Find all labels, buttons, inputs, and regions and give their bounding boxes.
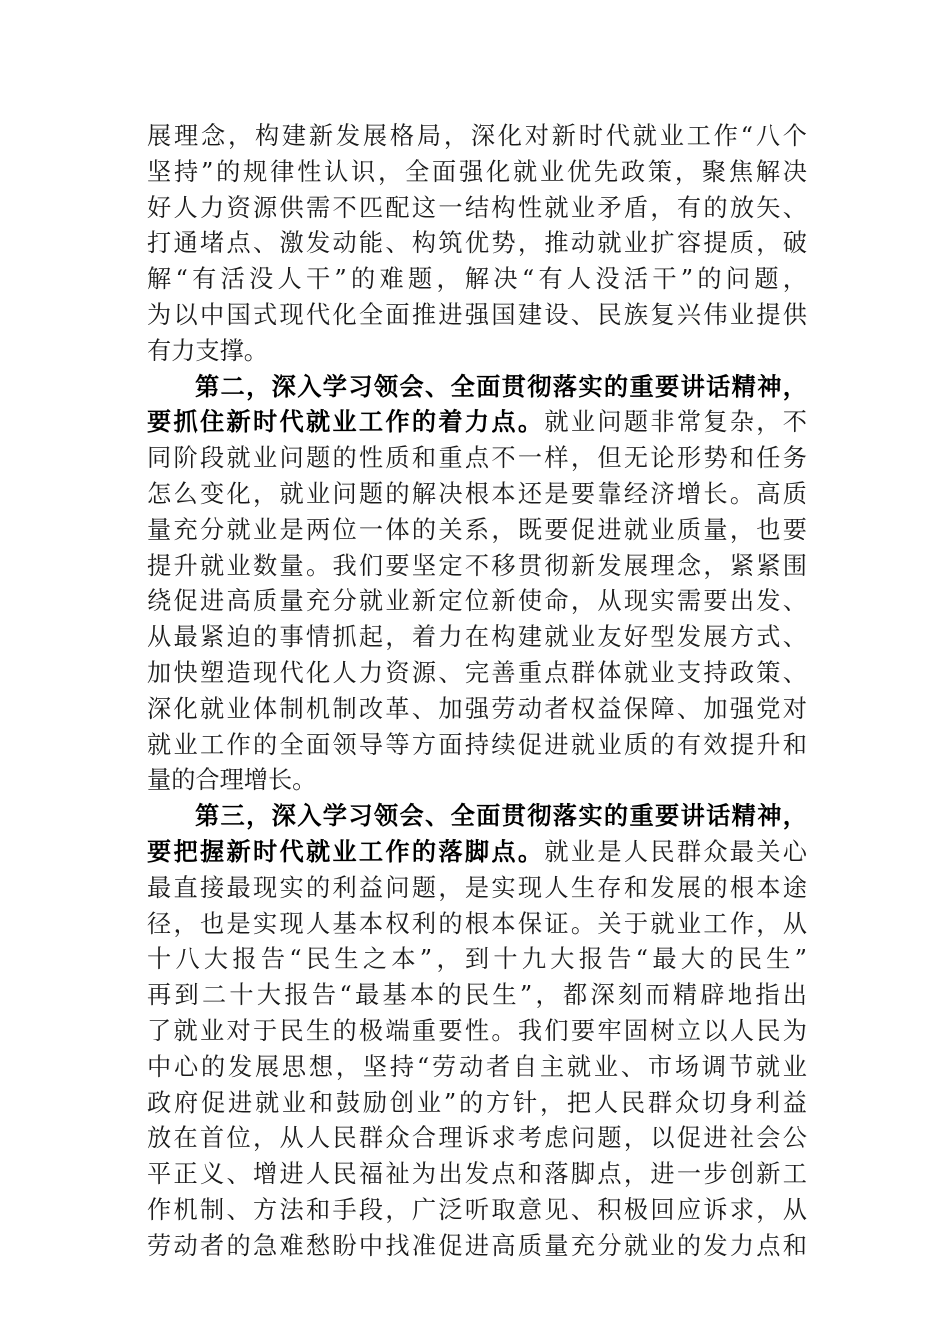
- text-line: 深化就业体制机制改革、加强劳动者权益保障、加强党对: [147, 694, 807, 723]
- document-body: [147, 119, 807, 1265]
- section-heading-2: [147, 370, 807, 406]
- text-line: 加快塑造现代化人力资源、完善重点群体就业支持政策、: [147, 658, 807, 687]
- text-line: 就业工作的全面领导等方面持续促进就业质的有效提升和: [147, 730, 807, 759]
- text-line: 了就业对于民生的极端重要性。我们要牢固树立以人民为: [147, 1016, 807, 1045]
- section-heading-3: [147, 799, 807, 835]
- text-line: 最直接最现实的利益问题，是实现人生存和发展的根本途: [147, 873, 807, 902]
- text-line: 劳动者的急难愁盼中找准促进高质量充分就业的发力点和: [147, 1231, 807, 1260]
- text-line: 量充分就业是两位一体的关系，既要促进就业质量，也要: [147, 515, 807, 544]
- text-line: 解“有活没人干”的难题，解决“有人没活干”的问题，: [147, 265, 807, 294]
- text-line: 径，也是实现人基本权利的根本保证。关于就业工作，从: [147, 909, 807, 938]
- bold-heading: 第二，深入学习领会、全面贯彻落实的重要讲话精神，: [195, 372, 807, 401]
- text-line: 再到二十大报告“最基本的民生”，都深刻而精辟地指出: [147, 981, 807, 1010]
- text-line: 量的合理增长。: [147, 766, 317, 795]
- bold-heading: 第三，深入学习领会、全面贯彻落实的重要讲话精神，: [195, 802, 807, 831]
- text-line: 提升就业数量。我们要坚定不移贯彻新发展理念，紧紧围: [147, 551, 807, 580]
- text-line: 要把握新时代就业工作的落脚点。就业是人民群众最关心: [147, 837, 807, 866]
- text-line: 要抓住新时代就业工作的着力点。就业问题非常复杂，不: [147, 408, 807, 437]
- text-line: 绕促进高质量充分就业新定位新使命，从现实需要出发、: [147, 587, 807, 616]
- text-line: 好人力资源供需不匹配这一结构性就业矛盾，有的放矢、: [147, 193, 807, 222]
- text-line: 平正义、增进人民福祉为出发点和落脚点，进一步创新工: [147, 1160, 807, 1189]
- text-line: 有力支撑。: [147, 336, 268, 365]
- bold-heading: 要把握新时代就业工作的落脚点。: [147, 837, 545, 866]
- text-line: 展理念，构建新发展格局，深化对新时代就业工作“八个: [147, 122, 807, 150]
- text-line: 作机制、方法和手段，广泛听取意见、积极回应诉求，从: [147, 1195, 807, 1224]
- text-line: 为以中国式现代化全面推进强国建设、民族复兴伟业提供: [147, 300, 807, 329]
- text-line: 中心的发展思想，坚持“劳动者自主就业、市场调节就业: [147, 1052, 807, 1081]
- bold-heading: 要抓住新时代就业工作的着力点。: [147, 408, 545, 437]
- text-line: 十八大报告“民生之本”，到十九大报告“最大的民生”: [147, 945, 807, 974]
- text-line: 打通堵点、激发动能、构筑优势，推动就业扩容提质，破: [147, 229, 807, 258]
- text-line: 怎么变化，就业问题的解决根本还是要靠经济增长。高质: [147, 479, 807, 508]
- text-line: 同阶段就业问题的性质和重点不一样，但无论形势和任务: [147, 444, 807, 473]
- text-line: 从最紧迫的事情抓起，着力在构建就业友好型发展方式、: [147, 623, 807, 652]
- text-line: 政府促进就业和鼓励创业”的方针，把人民群众切身利益: [147, 1088, 807, 1117]
- text-line: 放在首位，从人民群众合理诉求考虑问题，以促进社会公: [147, 1124, 807, 1153]
- text-line: 坚持”的规律性认识，全面强化就业优先政策，聚焦解决: [147, 157, 807, 186]
